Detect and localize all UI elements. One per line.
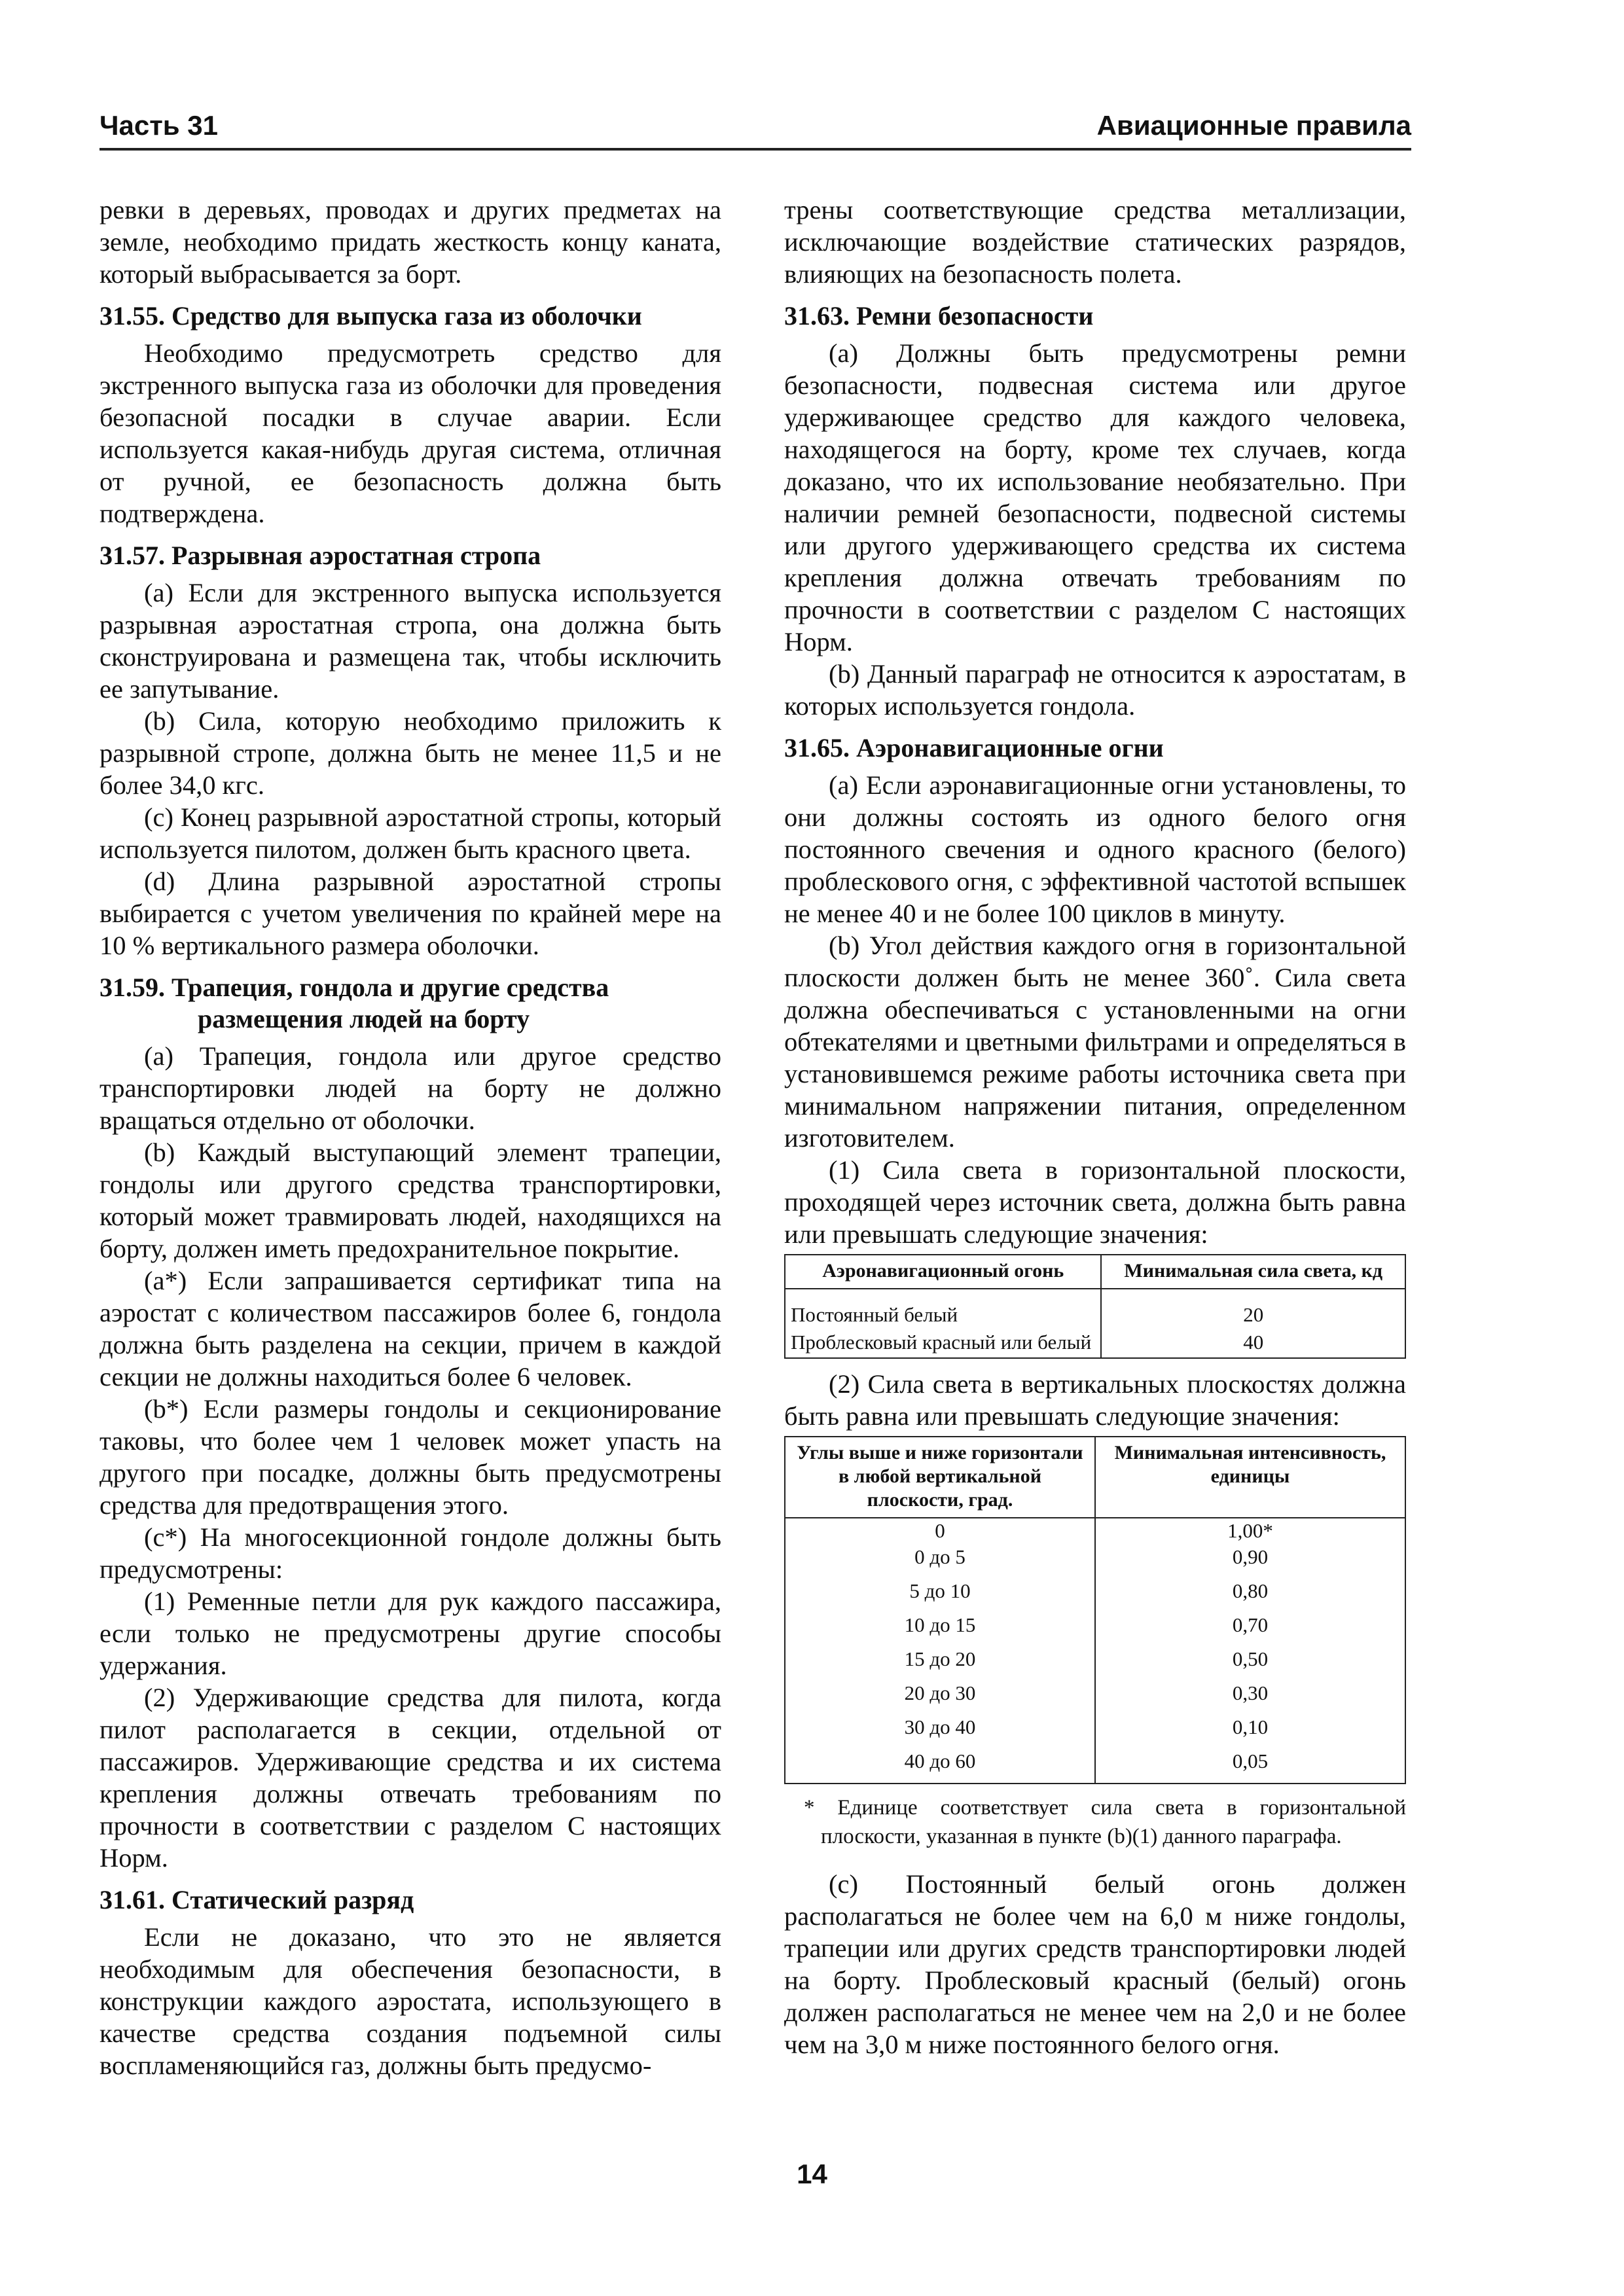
section-31-55-text: Необходимо предусмотреть средство для экстренного выпуска газа из оболочки для проведения безопасной посадки в случае аварии. Если используется какая-нибудь другая система, отличная от ручной, ее безопасность должна быть подтверждена. xyxy=(99,338,721,528)
table-cell: 30 до 40 xyxy=(785,1715,1095,1749)
table-row xyxy=(785,1715,1405,1749)
section-31-59-heading: 31.59. Трапеция, гондола и другие средства размещения людей на борту xyxy=(99,973,609,1033)
section-31-65-b-1: (1) Сила света в горизонтальной плоскости, проходящей через источник света, должна быть равна или превышать следующие значения: xyxy=(784,1155,1406,1249)
section-31-57-b: (b) Сила, которую необходимо приложить к разрывной стропе, должна быть не менее 11,5 и не более 34,0 кгс. xyxy=(99,706,721,800)
table-cell: 0 xyxy=(785,1518,1095,1545)
table-row xyxy=(785,1749,1405,1784)
section-31-59-c-star: (c*) На многосекционной гондоле должны быть предусмотрены: xyxy=(99,1522,721,1584)
section-31-63-b: (b) Данный параграф не относится к аэростатам, в которых используется гондола. xyxy=(784,659,1406,721)
section-31-57-a: (а) Если для экстренного выпуска используется разрывная аэростатная стропа, она должна быть сконструирована и размещена так, чтобы исключить ее запутывание. xyxy=(99,578,721,704)
section-31-65-c: (с) Постоянный белый огонь должен располагаться не более чем на 6,0 м ниже гондолы, трапеции или других средств транспортировки людей на борту. Проблесковый красный (белый) огонь должен располагаться не менее чем на 2,0 и не более чем на 3,0 м ниже постоянного белого огня. xyxy=(784,1869,1406,2059)
section-31-61-text: Если не доказано, что это не является необходимым для обеспечения безопасности, в конструкции каждого аэростата, использующего в качестве средства создания подъемной силы воспламеняющийся газ, должны быть предусмо- xyxy=(99,1922,721,2080)
section-31-57-d: (d) Длина разрывной аэростатной стропы выбирается с учетом увеличения по крайней мере на 10 % вертикального размера оболочки. xyxy=(99,867,721,960)
table-row xyxy=(785,1289,1405,1327)
light-intensity-table xyxy=(784,1254,1406,1359)
section-31-59-b-star: (b*) Если размеры гондолы и секционирование таковы, что более чем 1 человек может упасть на другого при посадке, должны быть предусмотрены средства для предотвращения этого. xyxy=(99,1394,721,1520)
table-header-cell: Минимальная интенсивность, единицы xyxy=(1095,1437,1405,1518)
table-row xyxy=(785,1681,1405,1715)
table-cell: Постоянный белый xyxy=(785,1289,1101,1327)
section-31-57-c: (с) Конец разрывной аэростатной стропы, который используется пилотом, должен быть красного цвета. xyxy=(99,802,721,864)
table-cell: 0,30 xyxy=(1095,1681,1405,1715)
section-31-59-c-1: (1) Ременные петли для рук каждого пассажира, если только не предусмотрены другие способы удержания. xyxy=(99,1587,721,1680)
right-column xyxy=(784,194,1406,2060)
table-row xyxy=(785,1613,1405,1647)
section-31-65-a: (а) Если аэронавигационные огни установлены, то они должны состоять из одного белого огня постоянного свечения и одного красного (белого) проблескового огня, с эффективной частотой вспышек не менее 40 и не более 100 циклов в минуту. xyxy=(784,770,1406,928)
table-footnote: * Единице соответствует сила света в горизонтальной плоскости, указанная в пункте (b)(1) данного параграфа. xyxy=(804,1796,1406,1848)
table-cell: 0,50 xyxy=(1095,1647,1405,1681)
section-31-65-heading: 31.65. Аэронавигационные огни xyxy=(784,733,1164,762)
table-cell: 0,80 xyxy=(1095,1579,1405,1613)
section-31-59-c-2: (2) Удерживающие средства для пилота, когда пилот располагается в секции, отдельной от пассажиров. Удерживающие средства и их система крепления должны отвечать требованиям по прочности в соответствии с разделом С настоящих Норм. xyxy=(99,1683,721,1873)
table-header-row xyxy=(785,1437,1405,1518)
table-header-cell: Минимальная сила света, кд xyxy=(1101,1255,1405,1289)
section-31-65-b-2: (2) Сила света в вертикальных плоскостях должна быть равна или превышать следующие значения: xyxy=(784,1369,1406,1431)
section-31-63-heading: 31.63. Ремни безопасности xyxy=(784,301,1094,331)
table-header-row xyxy=(785,1255,1405,1289)
section-31-65-b: (b) Угол действия каждого огня в горизонтальной плоскости должен быть не менее 360˚. Сила света должна обеспечиваться с установленными на огни обтекателями и цветными фильтрами и определяться в установившемся режиме работы источника света при минимальном напряжении питания, определенном изготовителем. xyxy=(784,931,1406,1153)
header-document-title: Авиационные правила xyxy=(1096,110,1411,141)
table-row xyxy=(785,1327,1405,1358)
section-31-61-heading: 31.61. Статический разряд xyxy=(99,1885,414,1914)
header-part-label: Часть 31 xyxy=(99,110,219,141)
table-row xyxy=(785,1518,1405,1545)
table-cell: 20 до 30 xyxy=(785,1681,1095,1715)
table-row xyxy=(785,1647,1405,1681)
continued-paragraph: ревки в деревьях, проводах и других предметах на земле, необходимо придать жесткость концу каната, который выбрасывается за борт. xyxy=(99,195,721,289)
page-number: 14 xyxy=(797,2159,827,2189)
section-31-59-a: (а) Трапеция, гондола или другое средство транспортировки людей на борту не должно вращаться отдельно от оболочки. xyxy=(99,1041,721,1135)
table-header-cell: Аэронавигационный огонь xyxy=(785,1255,1101,1289)
table-row xyxy=(785,1579,1405,1613)
table-row xyxy=(785,1545,1405,1579)
section-31-59-b: (b) Каждый выступающий элемент трапеции, гондолы или другого средства транспортировки, который может травмировать людей, находящихся на борту, должен иметь предохранительное покрытие. xyxy=(99,1138,721,1263)
section-31-63-a: (а) Должны быть предусмотрены ремни безопасности, подвесная система или другое удерживающее средство для каждого человека, находящегося на борту, кроме тех случаев, когда доказано, что их использование необязательно. При наличии ремней безопасности, подвесной системы или другого удерживающего средства их система крепления должна отвечать требованиям по прочности в соответствии с разделом С настоящих Норм. xyxy=(784,338,1406,656)
left-column xyxy=(99,194,721,2081)
table-cell: 40 xyxy=(1101,1327,1405,1358)
table-cell: 1,00* xyxy=(1095,1518,1405,1545)
table-cell: 10 до 15 xyxy=(785,1613,1095,1647)
table-cell: 0,05 xyxy=(1095,1749,1405,1784)
table-cell: 20 xyxy=(1101,1289,1405,1327)
table-cell: 0,90 xyxy=(1095,1545,1405,1579)
table-header-cell: Углы выше и ниже горизонтали в любой вертикальной плоскости, град. xyxy=(785,1437,1095,1518)
continued-paragraph: трены соответствующие средства металлизации, исключающие воздействие статических разрядов, влияющих на безопасность полета. xyxy=(784,195,1406,289)
table-cell: Проблесковый красный или белый xyxy=(785,1327,1101,1358)
table-cell: 0,70 xyxy=(1095,1613,1405,1647)
table-cell: 40 до 60 xyxy=(785,1749,1095,1784)
table-cell: 15 до 20 xyxy=(785,1647,1095,1681)
section-31-57-heading: 31.57. Разрывная аэростатная стропа xyxy=(99,541,541,570)
table-cell: 0,10 xyxy=(1095,1715,1405,1749)
table-cell: 0 до 5 xyxy=(785,1545,1095,1579)
running-header xyxy=(99,106,1411,151)
table-cell: 5 до 10 xyxy=(785,1579,1095,1613)
vertical-intensity-table xyxy=(784,1436,1406,1784)
section-31-59-a-star: (a*) Если запрашивается сертификат типа на аэростат с количеством пассажиров более 6, гондола должна быть разделена на секции, причем в каждой секции не должны находиться более 6 человек. xyxy=(99,1266,721,1391)
section-31-55-heading: 31.55. Средство для выпуска газа из оболочки xyxy=(99,301,642,331)
